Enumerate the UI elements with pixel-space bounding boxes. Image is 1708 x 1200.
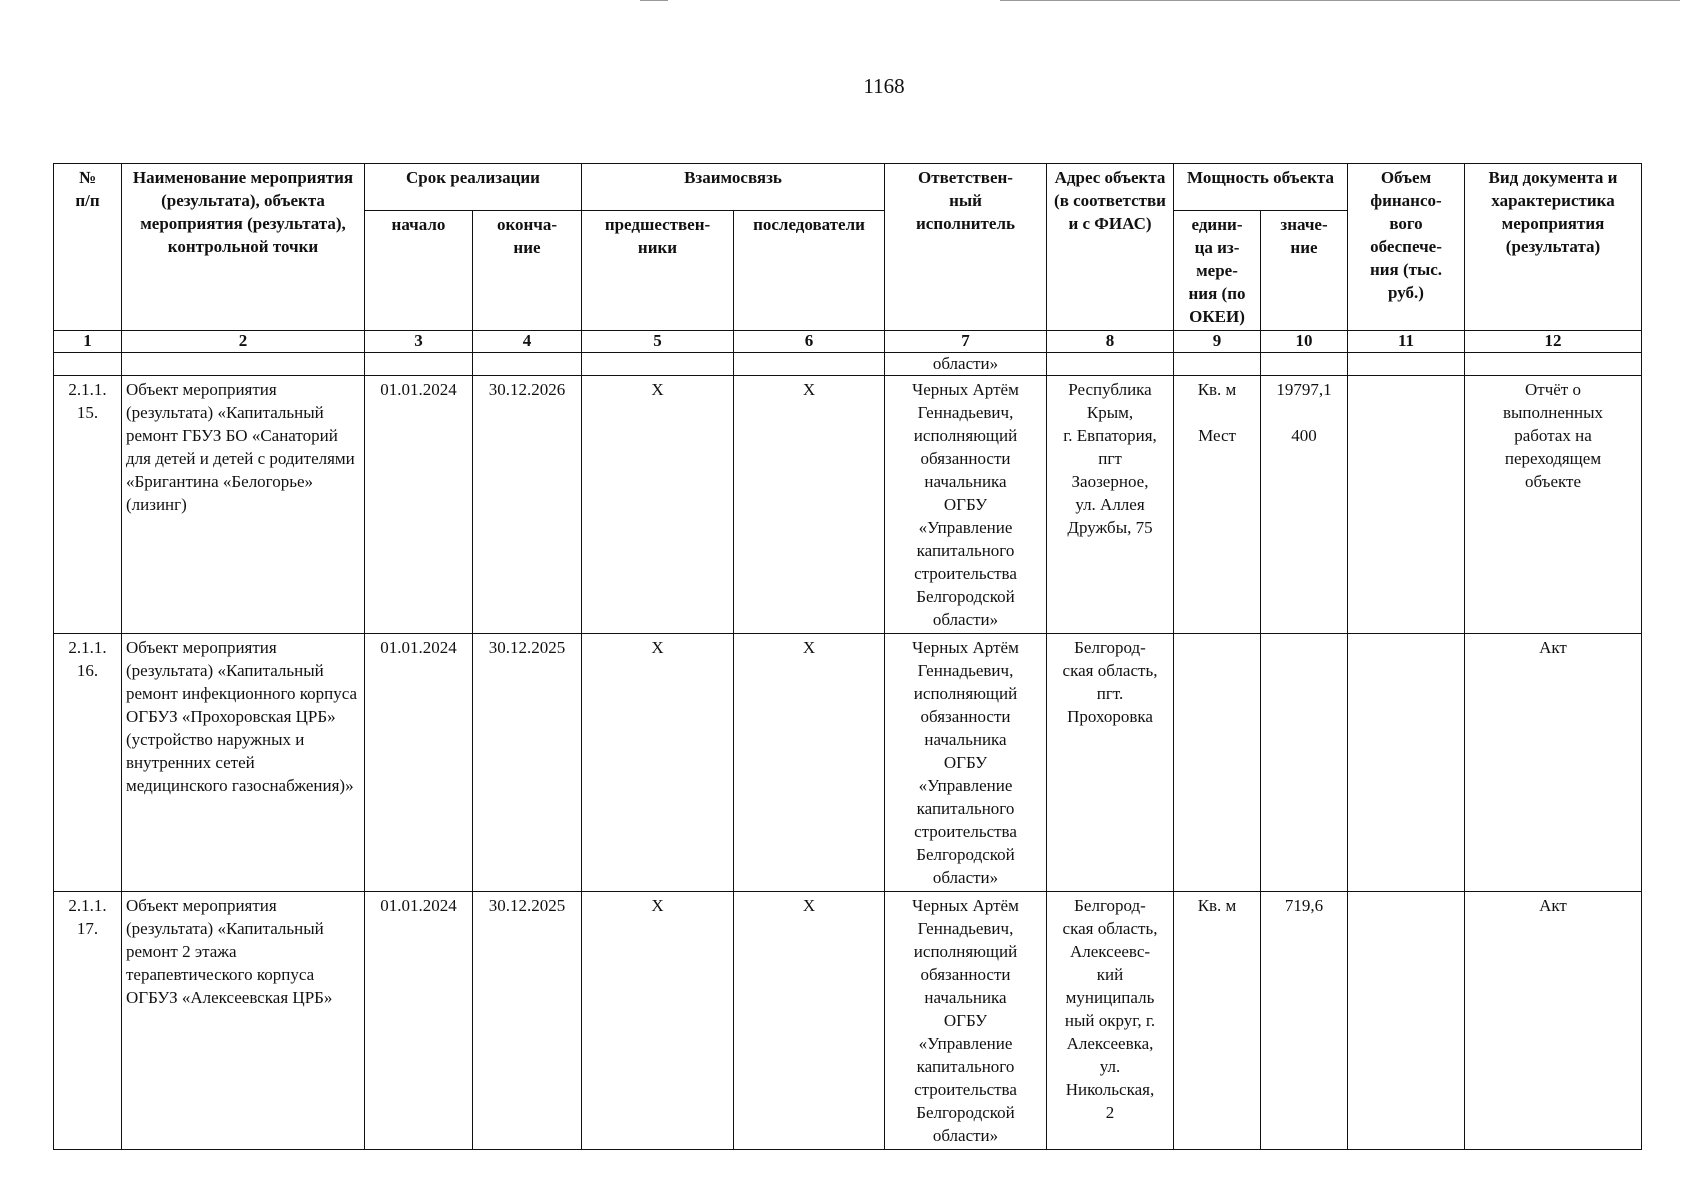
row-doc: Акт [1465, 634, 1642, 892]
continuation-text: области» [885, 353, 1047, 376]
header-capacity-unit: едини- ца из- мере- ния (по ОКЕИ) [1174, 211, 1261, 331]
header-relation-pred: предшествен- ники [582, 211, 734, 331]
header-relation-next: последователи [734, 211, 885, 331]
column-number: 7 [885, 331, 1047, 353]
row-start: 01.01.2024 [365, 376, 473, 634]
row-finance [1348, 634, 1465, 892]
row-address: Республика Крым, г. Евпатория, пгт Заозерное, ул. Аллея Дружбы, 75 [1047, 376, 1174, 634]
row-end: 30.12.2025 [473, 892, 582, 1150]
row-value: 19797,1 400 [1261, 376, 1348, 634]
row-pred: X [582, 376, 734, 634]
row-doc: Акт [1465, 892, 1642, 1150]
header-name: Наименование мероприятия (результата), объекта мероприятия (результата), контрольной точки [122, 164, 365, 331]
column-number: 1 [54, 331, 122, 353]
row-doc: Отчёт о выполненных работах на переходящем объекте [1465, 376, 1642, 634]
column-number: 5 [582, 331, 734, 353]
header-capacity: Мощность объекта [1174, 164, 1348, 211]
header-responsible: Ответствен- ный исполнитель [885, 164, 1047, 331]
row-value: 719,6 [1261, 892, 1348, 1150]
row-end: 30.12.2026 [473, 376, 582, 634]
row-next: X [734, 634, 885, 892]
column-number: 6 [734, 331, 885, 353]
column-number: 9 [1174, 331, 1261, 353]
column-number: 8 [1047, 331, 1174, 353]
row-pred: X [582, 892, 734, 1150]
row-start: 01.01.2024 [365, 892, 473, 1150]
row-unit [1174, 634, 1261, 892]
header-finance: Объем финансо- вого обеспече- ния (тыс. руб.) [1348, 164, 1465, 331]
row-num: 2.1.1. 17. [54, 892, 122, 1150]
row-pred: X [582, 634, 734, 892]
table-row [54, 634, 1642, 892]
row-unit: Кв. м [1174, 892, 1261, 1150]
scan-edge-line [1000, 0, 1680, 1]
header-term-end: оконча- ние [473, 211, 582, 331]
column-number-row [54, 331, 1642, 353]
column-number: 3 [365, 331, 473, 353]
row-unit: Кв. м Мест [1174, 376, 1261, 634]
header-row-top [54, 164, 1642, 211]
header-num: № п/п [54, 164, 122, 331]
row-responsible: Черных Артём Геннадьевич, исполняющий обязанности начальника ОГБУ «Управление капитального строительства Белгородской области» [885, 892, 1047, 1150]
row-num: 2.1.1. 16. [54, 634, 122, 892]
column-number: 2 [122, 331, 365, 353]
header-term-start: начало [365, 211, 473, 331]
row-end: 30.12.2025 [473, 634, 582, 892]
row-next: X [734, 376, 885, 634]
column-number: 12 [1465, 331, 1642, 353]
header-doc: Вид документа и характеристика мероприятия (результата) [1465, 164, 1642, 331]
table-row [54, 892, 1642, 1150]
row-address: Белгород- ская область, пгт. Прохоровка [1047, 634, 1174, 892]
row-responsible: Черных Артём Геннадьевич, исполняющий обязанности начальника ОГБУ «Управление капитального строительства Белгородской области» [885, 634, 1047, 892]
header-term: Срок реализации [365, 164, 582, 211]
continuation-row [54, 353, 1642, 376]
row-next: X [734, 892, 885, 1150]
table-row [54, 376, 1642, 634]
header-address: Адрес объекта (в соответстви и с ФИАС) [1047, 164, 1174, 331]
row-responsible: Черных Артём Геннадьевич, исполняющий обязанности начальника ОГБУ «Управление капитального строительства Белгородской области» [885, 376, 1047, 634]
row-start: 01.01.2024 [365, 634, 473, 892]
column-number: 4 [473, 331, 582, 353]
column-number: 10 [1261, 331, 1348, 353]
row-name: Объект мероприятия (результата) «Капитальный ремонт ГБУЗ БО «Санаторий для детей и детей с родителями «Бригантина «Белогорье» (лизинг) [122, 376, 365, 634]
column-number: 11 [1348, 331, 1465, 353]
page-number: 1168 [863, 74, 905, 98]
header-capacity-value: значе- ние [1261, 211, 1348, 331]
scan-edge-line [640, 0, 668, 1]
header-relation: Взаимосвязь [582, 164, 885, 211]
row-num: 2.1.1. 15. [54, 376, 122, 634]
row-finance [1348, 376, 1465, 634]
row-value [1261, 634, 1348, 892]
row-name: Объект мероприятия (результата) «Капитальный ремонт 2 этажа терапевтического корпуса ОГБУЗ «Алексеевская ЦРБ» [122, 892, 365, 1150]
activities-table [53, 163, 1642, 1150]
row-address: Белгород- ская область, Алексеевс- кий муниципаль ный округ, г. Алексеевка, ул. Никольская, 2 [1047, 892, 1174, 1150]
row-name: Объект мероприятия (результата) «Капитальный ремонт инфекционного корпуса ОГБУЗ «Прохоровская ЦРБ» (устройство наружных и внутренних сетей медицинского газоснабжения)» [122, 634, 365, 892]
row-finance [1348, 892, 1465, 1150]
